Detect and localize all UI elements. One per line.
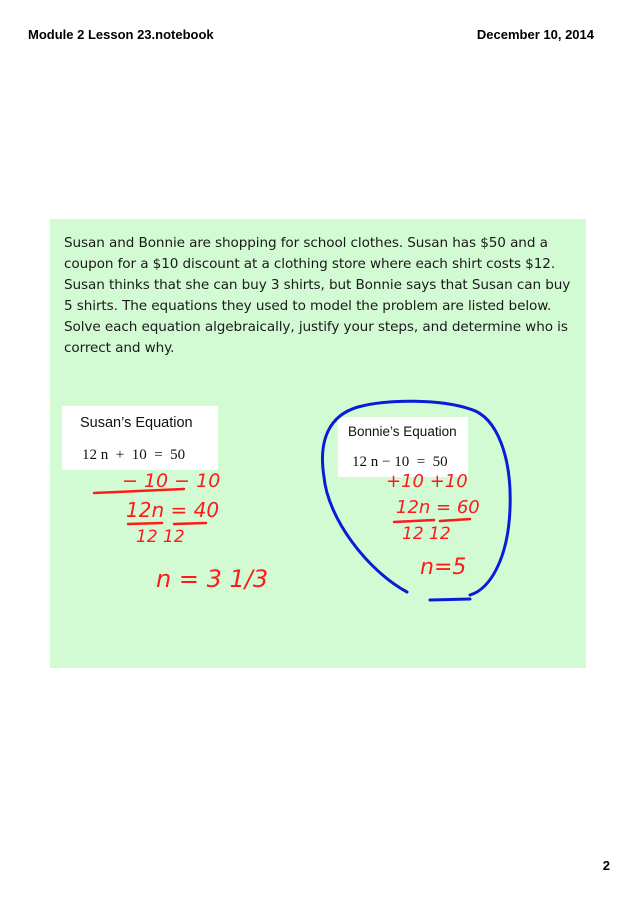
susan-step2: 12n = 40 [126,498,220,522]
date-label: December 10, 2014 [476,27,594,42]
bonnie-equation: 12 n − 10 = 50 [352,454,448,470]
susan-step1: − 10 − 10 [122,470,221,492]
bonnie-step1: +10 +10 [386,471,468,492]
bonnie-equation-title: Bonnie’s Equation [348,424,457,439]
slide-content [50,219,586,668]
problem-text: Susan and Bonnie are shopping for school clothes. Susan has $50 and a coupon for a $10 discount at a clothing store where each shirt costs $12. Susan thinks that she can buy 3 shirts, but Bonnie says that Susan can buy 5 shirts. The equations they used to model the problem are listed below. Solve each equation algebraically, justify your steps, and determine who is correct and why. [64,235,571,356]
susan-equation: 12 n + 10 = 50 [82,447,186,463]
susan-fraction-bars [128,523,206,524]
susan-answer: n = 3 1/3 [156,565,269,593]
susan-equation-title: Susan’s Equation [80,415,193,431]
bonnie-step2: 12n = 60 [396,497,480,518]
handwriting-layer [50,219,586,668]
bonnie-answer: n=5 [420,555,467,580]
page-number: 2 [602,858,610,873]
bonnie-fraction-bars [394,519,470,522]
bonnie-step3: 12 12 [402,524,451,544]
notebook-title: Module 2 Lesson 23.notebook [28,27,214,42]
susan-step3: 12 12 [136,527,185,547]
